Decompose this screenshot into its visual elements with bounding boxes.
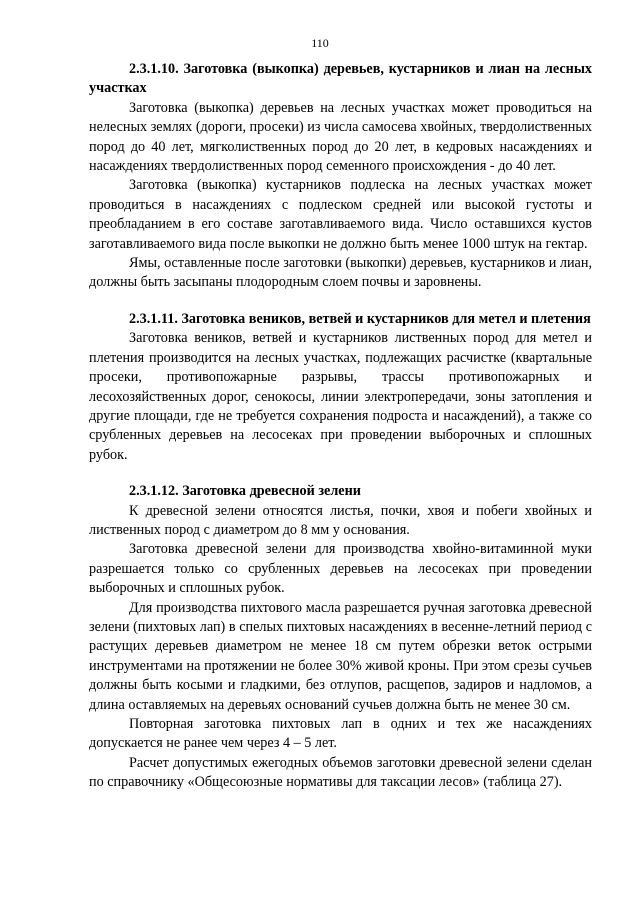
- paragraph: Повторная заготовка пихтовых лап в одних и тех же насаждениях допускается не ранее чем через 4 – 5 лет.: [89, 716, 592, 752]
- section-2-3-1-10: [89, 60, 592, 293]
- section-2-3-1-11: [89, 310, 592, 465]
- section-heading: 2.3.1.11. Заготовка веников, ветвей и кустарников для метел и плетения: [129, 310, 591, 327]
- section-heading: 2.3.1.10. Заготовка (выкопка) деревьев, кустарников и лиан на лесных участках: [89, 61, 592, 97]
- paragraph: Заготовка веников, ветвей и кустарников лиственных пород для метел и плетения производится на лесных участках, подлежащих расчистке (квартальные просеки, противопожарные разрывы, трассы противопожарных и лесохозяйственных дорог, сенокосы, линии электропередачи, зоны затопления и другие площади, где не требуется сохранения подроста и насаждений), а также со срубленных деревьев на лесосеках при проведении выборочных и сплошных рубок.: [89, 330, 592, 463]
- document-body: [89, 60, 592, 793]
- paragraph: Заготовка (выкопка) деревьев на лесных участках может проводиться на нелесных землях (дороги, просеки) из числа самосева хвойных, твердолиственных пород до 40 лет, мягколиственных пород до 20 лет, в кедровых насаждениях и насаждениях твердолиственных пород семенного происхождения - до 40 лет.: [89, 99, 592, 175]
- paragraph: Для производства пихтового масла разрешается ручная заготовка древесной зелени (пихтовых лап) в спелых пихтовых насаждениях в весенне-летний период с растущих деревьев диаметром не менее 18 см путем обрезки веток острыми инструментами на протяжении не более 30% живой кроны. При этом срезы сучьев должны быть косыми и гладкими, без отлупов, расщепов, задиров и надломов, а длина оставляемых на деревьях оснований сучьев должна быть не менее 30 см.: [89, 599, 592, 713]
- paragraph: К древесной зелени относятся листья, почки, хвоя и побеги хвойных и лиственных пород с диаметром до 8 мм у основания.: [89, 502, 592, 538]
- section-2-3-1-12: [89, 482, 592, 793]
- paragraph: Заготовка (выкопка) кустарников подлеска на лесных участках может проводиться в насаждениях с подлеском средней или высокой густоты и преобладанием в его составе заготавливаемого вида. Число оставшихся кустов заготавливаемого вида после выкопки не должно быть менее 1000 штук на гектар.: [89, 177, 592, 252]
- paragraph: Ямы, оставленные после заготовки (выкопки) деревьев, кустарников и лиан, должны быть засыпаны плодородным слоем почвы и заровнены.: [89, 255, 592, 291]
- section-heading: 2.3.1.12. Заготовка древесной зелени: [129, 483, 361, 500]
- paragraph: Расчет допустимых ежегодных объемов заготовки древесной зелени сделан по справочнику «Общесоюзные нормативы для таксации лесов» (таблица 27).: [89, 754, 592, 791]
- paragraph: Заготовка древесной зелени для производства хвойно-витаминной муки разрешается только со срубленных деревьев на лесосеках при проведении выборочных и сплошных рубок.: [89, 541, 592, 597]
- page-number: 110: [311, 36, 329, 50]
